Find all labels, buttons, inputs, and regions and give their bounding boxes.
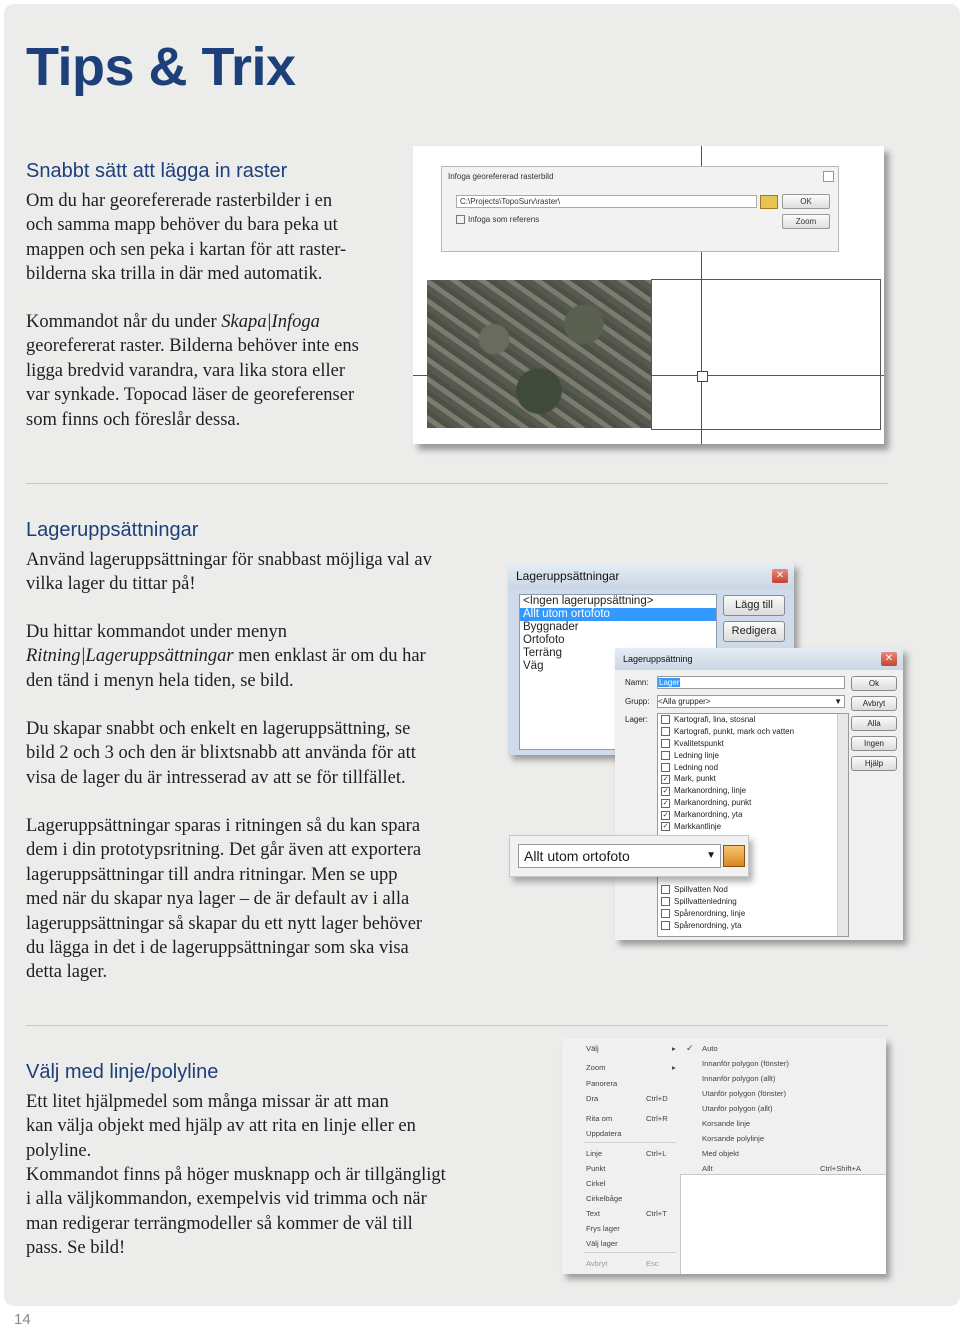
add-button[interactable]: Lägg till: [723, 595, 785, 616]
list-item[interactable]: Terräng: [523, 647, 562, 659]
raster-paragraph-2: Kommandot når du under Skapa|Infoga georefererat raster. Bilderna behöver inte ens ligga bredvid varandra, vara lika stora eller var synkade. Topocad läser de georeferenser som finns och föreslår dessa.: [26, 312, 359, 430]
polyline-paragraph-2: Kommandot finns på höger musknapp och är tillgängligt i alla väljkommandon, exempelvis vid trimma och när man redigerar terrängmodeller så kommer de väl till pass. Se bild!: [26, 1165, 446, 1259]
select-submenu: [680, 1038, 886, 1175]
menu-item-valj-lager[interactable]: Välj lager: [586, 1239, 618, 1248]
menu-item-frys-lager[interactable]: Frys lager: [586, 1224, 620, 1233]
submenu-item-inside-all[interactable]: Innanför polygon (allt): [702, 1074, 776, 1083]
aerial-photo-image: [427, 280, 651, 428]
layerset-manager-icon[interactable]: [723, 845, 745, 867]
layersets-paragraph-1: Använd lageruppsättningar för snabbast möjliga val av vilka lager du tittar på!: [26, 550, 432, 595]
chevron-down-icon: ▼: [834, 697, 842, 706]
menu-item-valj[interactable]: Välj ▸: [586, 1044, 676, 1053]
insertion-point-marker: [697, 371, 708, 382]
layer-row[interactable]: ✓ Markanordning, yta: [662, 810, 743, 820]
layerset-combobox[interactable]: Allt utom ortofoto ▼: [518, 844, 721, 868]
edit-button[interactable]: Redigera: [723, 621, 785, 642]
submenu-item-with-object[interactable]: Med objekt: [702, 1149, 740, 1158]
list-item[interactable]: Väg: [523, 660, 544, 672]
section-heading-layersets: Lageruppsättningar: [26, 519, 199, 541]
close-icon[interactable]: ✕: [772, 569, 788, 583]
layer-row[interactable]: ✓ Markanordning, punkt: [662, 798, 752, 808]
menu-item-punkt[interactable]: Punkt: [586, 1164, 606, 1173]
layerset-edit-window: Lageruppsättning ✕ Namn: Lager Grupp: <Alla grupper> ▼ Lager: Kartografi, lina, stosnal Kartografi, punkt, mark och vatten Kvalitetspunkt Ledning linje Ledning nod ✓ Mark, punkt ✓ Markanordning, linje ✓ Markanordning, punkt ✓ Markanordning, yta ✓ Markkantlinje Spillvatten Nod Spillvattenledning Spårenordning, linje Spårenordning, yta Ok Avbryt Alla Ingen Hjälp: [615, 648, 903, 940]
list-item[interactable]: Ortofoto: [523, 634, 565, 646]
submenu-item-outside-window[interactable]: Utanför polygon (fönster): [702, 1089, 786, 1098]
select-none-button[interactable]: Ingen: [851, 736, 897, 751]
raster-paragraph-1: Om du har georefererade rasterbilder i en och samma mapp behöver du bara peka ut mappen och sen peka i kartan för att raster- bilderna ska trilla in där med automatik.: [26, 191, 347, 285]
layerset-toolbar: [509, 835, 749, 877]
section-divider: [26, 483, 888, 484]
menu-item-uppdatera[interactable]: Uppdatera: [586, 1129, 622, 1138]
section-heading-polyline: Välj med linje/polyline: [26, 1061, 219, 1083]
page-number: 14: [14, 1311, 31, 1328]
context-menu: [562, 1038, 681, 1274]
insert-as-reference-checkbox[interactable]: Infoga som referens: [456, 215, 539, 224]
layersets-paragraph-4: Lageruppsättningar sparas i ritningen så du kan spara dem i din prototypsritning. Det går även att exportera lageruppsättningar till andra ritningar. Men se upp med när du skapar nya lager – de är default av i alla lageruppsättningar så skapar du ett nytt lager behöver du lägga in det i de lageruppsättningar som ska visa detta lager.: [26, 816, 423, 983]
layer-row[interactable]: Spillvatten Nod: [661, 884, 745, 896]
submenu-item-inside-window[interactable]: Innanför polygon (fönster): [702, 1059, 789, 1068]
layerset-edit-title: Lageruppsättning: [615, 648, 903, 670]
raster-path-field[interactable]: C:\Projects\TopoSurv\raster\: [456, 195, 757, 208]
menu-item-zoom[interactable]: Zoom ▸: [586, 1063, 676, 1072]
section-heading-raster: Snabbt sätt att lägga in raster: [26, 160, 288, 182]
submenu-item-crossing-polyline[interactable]: Korsande polylinje: [702, 1134, 765, 1143]
section-divider: [26, 1025, 888, 1026]
scrollbar[interactable]: [837, 714, 848, 936]
help-button[interactable]: Hjälp: [851, 756, 897, 771]
submenu-item-all[interactable]: Allt Ctrl+Shift+A: [702, 1164, 861, 1173]
layer-row[interactable]: Kartografi, lina, stosnal: [661, 714, 848, 726]
submenu-item-outside-all[interactable]: Utanför polygon (allt): [702, 1104, 773, 1113]
raster-screenshot: [413, 146, 884, 444]
name-input[interactable]: Lager: [657, 676, 845, 689]
list-item[interactable]: Byggnader: [523, 621, 579, 633]
list-item[interactable]: <Ingen lageruppsättning>: [523, 595, 654, 607]
folder-icon[interactable]: [760, 195, 778, 209]
menu-path-ritning: Ritning|Lageruppsättningar: [26, 646, 234, 667]
layersets-paragraph-2: Du hittar kommandot under menyn Ritning|Lageruppsättningar men enklast är om du har den tänd i menyn hela tiden, se bild.: [26, 622, 426, 691]
ok-button[interactable]: OK: [782, 194, 830, 209]
layer-row[interactable]: ✓ Mark, punkt: [662, 774, 716, 784]
layer-row[interactable]: Ledning nod: [661, 762, 848, 774]
submenu-item-crossing-line[interactable]: Korsande linje: [702, 1119, 751, 1128]
ok-button[interactable]: Ok: [851, 676, 897, 691]
zoom-button[interactable]: Zoom: [782, 214, 830, 229]
menu-item-rita-om[interactable]: Rita om Ctrl+R: [586, 1114, 668, 1123]
layer-row[interactable]: Spillvattenledning: [661, 896, 745, 908]
raster-frame: [651, 279, 881, 430]
chevron-right-icon: ▸: [672, 1044, 676, 1053]
layer-row[interactable]: Spårenordning, yta: [661, 920, 745, 932]
polyline-paragraph-1: Ett litet hjälpmedel som många missar är att man kan välja objekt med hjälp av att rita en linje eller en polyline.: [26, 1092, 416, 1161]
close-icon[interactable]: [823, 171, 834, 182]
menu-item-cirkel[interactable]: Cirkel: [586, 1179, 606, 1188]
layer-row[interactable]: ✓ Markkantlinje: [662, 822, 722, 832]
insert-raster-dialog: Infoga georefererad rasterbild C:\Projects\TopoSurv\raster\ Infoga som referens OK Zoom: [441, 166, 839, 252]
menu-item-cirkelbage[interactable]: Cirkelbåge: [586, 1194, 623, 1203]
chevron-down-icon: ▼: [706, 850, 716, 861]
menu-path-skapa-infoga: Skapa|Infoga: [221, 312, 320, 332]
menu-item-text[interactable]: Text Ctrl+T: [586, 1209, 667, 1218]
select-all-button[interactable]: Alla: [851, 716, 897, 731]
group-select[interactable]: <Alla grupper> ▼: [657, 695, 845, 708]
menu-item-linje[interactable]: Linje Ctrl+L: [586, 1149, 667, 1158]
menu-item-dra[interactable]: Dra Ctrl+D: [586, 1094, 668, 1103]
close-icon[interactable]: ✕: [881, 652, 897, 666]
list-item-selected[interactable]: Allt utom ortofoto: [520, 608, 716, 621]
context-menu-screenshot: [562, 1038, 886, 1274]
layersets-window-title: Lageruppsättningar: [508, 563, 794, 589]
menu-item-avbryt[interactable]: Avbryt Esc: [586, 1259, 659, 1268]
layer-row[interactable]: Ledning linje: [661, 750, 848, 762]
chevron-right-icon: ▸: [672, 1063, 676, 1072]
layer-row[interactable]: Kartografi, punkt, mark och vatten: [661, 726, 848, 738]
layer-row[interactable]: Kvalitetspunkt: [661, 738, 848, 750]
menu-item-panorera[interactable]: Panorera: [586, 1079, 618, 1088]
layersets-paragraph-3: Du skapar snabbt och enkelt en lageruppsättning, se bild 2 och 3 och den är blixtsnabb att använda för att visa de lager du är intresserad av att se för tillfället.: [26, 719, 416, 788]
page-title: Tips & Trix: [26, 37, 296, 97]
layer-row[interactable]: Spårenordning, linje: [661, 908, 745, 920]
checkmark-icon: ✓: [686, 1043, 694, 1053]
submenu-item-auto[interactable]: Auto: [702, 1044, 718, 1053]
cancel-button[interactable]: Avbryt: [851, 696, 897, 711]
layer-checklist[interactable]: [657, 713, 849, 937]
layer-row[interactable]: ✓ Markanordning, linje: [662, 786, 747, 796]
